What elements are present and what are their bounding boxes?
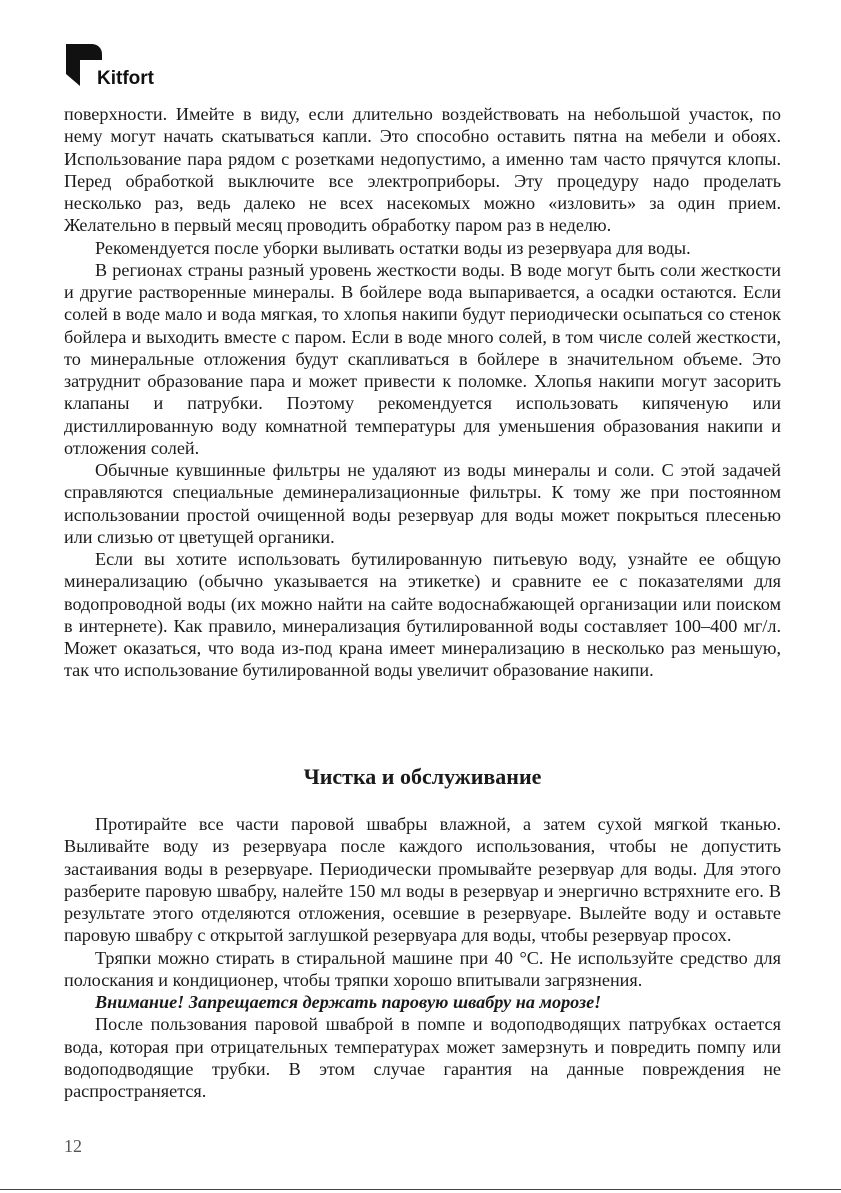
- paragraph: После пользования паровой шваброй в помпе и водоподводящих патрубках остается вода, которая при отрицательных температурах может замерзнуть и повредить помпу или водоподводящие трубки. В этом случае гарантия на данные повреждения не распространяется.: [64, 1014, 781, 1101]
- bottom-divider: [0, 1189, 841, 1190]
- paragraph: Обычные кувшинные фильтры не удаляют из воды минералы и соли. С этой задачей справляются специальные деминерализационные фильтры. К тому же при постоянном использовании простой очищенной воды резервуар для воды может покрыться плесенью или слизью от цветущей органики.: [64, 460, 781, 547]
- section-heading: Чистка и обслуживание: [303, 764, 542, 789]
- paragraph: Тряпки можно стирать в стиральной машине при 40 °С. Не используйте средство для полоскания и кондиционер, чтобы тряпки хорошо впитывали загрязнения.: [64, 947, 781, 990]
- paragraph: Протирайте все части паровой швабры влажной, а затем сухой мягкой тканью. Выливайте воду из резервуара после каждого использования, чтобы не допустить застаивания воды в резервуаре. Периодически промывайте резервуар для воды. Для этого разберите паровую швабру, налейте 150 мл воды в резервуар и энергично встряхните его. В результате этого отделяются отложения, осевшие в резервуаре. Вылейте воду и оставьте паровую швабру с открытой заглушкой резервуара для воды, чтобы резервуар просох.: [64, 814, 781, 946]
- body-text-section: [64, 103, 781, 682]
- paragraph: Если вы хотите использовать бутилированную питьевую воду, узнайте ее общую минерализацию (обычно указывается на этикетке) и сравните ее с показателями для водопроводной воды (их можно найти на сайте водоснабжающей организации или поиском в интернете). Как правило, минерализация бутилированной воды составляет 100–400 мг/л. Может оказаться, что вода из-под крана имеет минерализацию в несколько раз меньшую, так что использование бутилированной воды увеличит образование накипи.: [64, 549, 781, 681]
- paragraph: Рекомендуется после уборки выливать остатки воды из резервуара для воды.: [95, 237, 691, 258]
- warning-text: Внимание! Запрещается держать паровую швабру на морозе!: [95, 992, 602, 1012]
- brand-name: Kitfort: [97, 68, 154, 89]
- paragraph-continuation: поверхности. Имейте в виду, если длительно воздействовать на небольшой участок, по нему могут начать скатываться капли. Это способно оставить пятна на мебели и обоях. Использование пара рядом с розетками недопустимо, а именно там часто прячутся клопы. Перед обработкой выключите все электроприборы. Эту процедуру надо проделать несколько раз, ведь далеко не всех насекомых можно «изловить» за один прием. Желательно в первый месяц проводить обработку паром раз в неделю.: [64, 104, 781, 236]
- paragraph: В регионах страны разный уровень жесткости воды. В воде могут быть соли жесткости и другие растворенные минералы. В бойлере вода выпаривается, а осадки остаются. Если солей в воде мало и вода мягкая, то хлопья накипи будут периодически осыпаться со стенок бойлера и выходить вместе с паром. Если в воде много солей, в том числе солей жесткости, то минеральные отложения будут скапливаться в бойлере в значительном объеме. Это затруднит образование пара и может привести к поломке. Хлопья накипи могут засорить клапаны и патрубки. Поэтому рекомендуется использовать кипяченую или дистиллированную воду комнатной температуры для уменьшения образования накипи и отложения солей.: [64, 259, 781, 458]
- page-number: 12: [64, 1136, 82, 1156]
- cleaning-section-text: [64, 813, 781, 1102]
